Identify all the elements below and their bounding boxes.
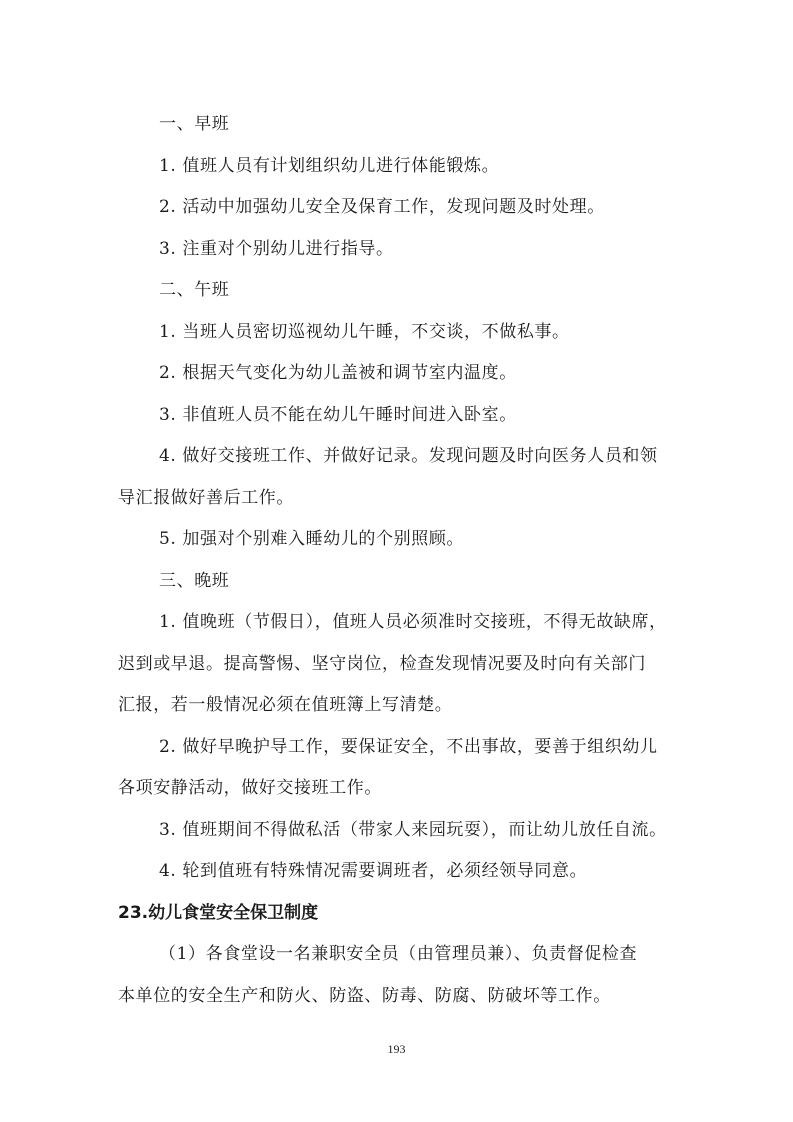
paragraph-line: 1. 值晚班（节假日），值班人员必须准时交接班，不得无故缺席， xyxy=(159,612,667,632)
paragraph-line-continuation: 汇报，若一般情况必须在值班簿上写清楚。 xyxy=(118,695,453,715)
paragraph-line: （1）各食堂设一名兼职安全员（由管理员兼）、负责督促检查 xyxy=(159,944,638,964)
paragraph-line: 4. 做好交接班工作、并做好记录。发现问题及时向医务人员和领 xyxy=(159,446,658,466)
heading-evening-shift: 三、晚班 xyxy=(159,570,230,591)
paragraph-line: 1. 当班人员密切巡视幼儿午睡，不交谈，不做私事。 xyxy=(159,321,570,342)
paragraph-line: 2. 活动中加强幼儿安全及保育工作，发现问题及时处理。 xyxy=(159,197,605,217)
paragraph-line: 3. 值班期间不得做私活（带家人来园玩耍），而让幼儿放任自流。 xyxy=(159,819,667,840)
document-body xyxy=(118,104,678,1017)
paragraph-line: 2. 做好早晚护导工作，要保证安全，不出事故，要善于组织幼儿 xyxy=(159,736,658,757)
paragraph-line-continuation: 导汇报做好善后工作。 xyxy=(118,487,294,508)
paragraph-line: 4. 轮到值班有特殊情况需要调班者，必须经领导同意。 xyxy=(159,861,588,881)
paragraph-line: 2. 根据天气变化为幼儿盖被和调节室内温度。 xyxy=(159,363,517,383)
section-heading: 23.幼儿食堂安全保卫制度 xyxy=(118,902,319,923)
paragraph-line-continuation: 各项安静活动，做好交接班工作。 xyxy=(118,778,382,798)
paragraph-line-continuation: 本单位的安全生产和防火、防盗、防毒、防腐、防破坏等工作。 xyxy=(118,985,611,1006)
page-number: 193 xyxy=(387,1042,406,1056)
paragraph-line: 1. 值班人员有计划组织幼儿进行体能锻炼。 xyxy=(159,155,500,176)
heading-noon-shift: 二、午班 xyxy=(159,280,230,300)
paragraph-line: 3. 非值班人员不能在幼儿午睡时间进入卧室。 xyxy=(159,404,517,425)
paragraph-line-continuation: 迟到或早退。提高警惕、坚守岗位，检查发现情况要及时向有关部门 xyxy=(118,653,646,674)
heading-morning-shift: 一、早班 xyxy=(159,114,230,134)
paragraph-line: 5. 加强对个别难入睡幼儿的个别照顾。 xyxy=(159,529,465,549)
paragraph-line: 3. 注重对个别幼儿进行指导。 xyxy=(159,238,394,259)
